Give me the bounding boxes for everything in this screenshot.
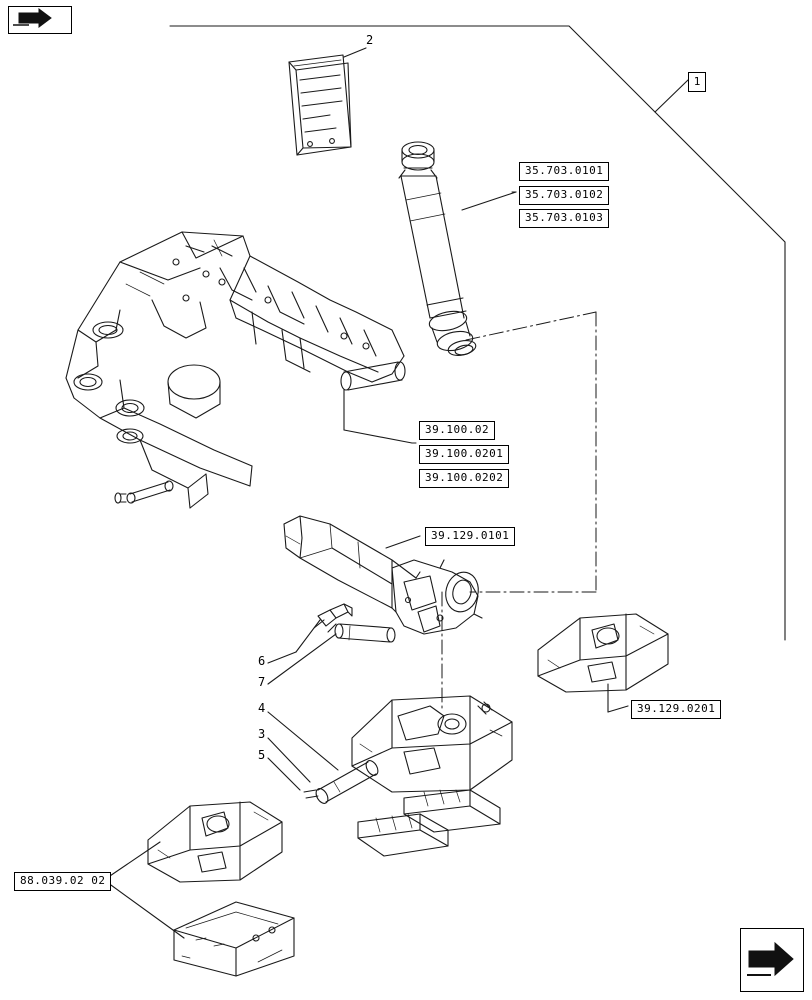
shim-plate-a [404, 790, 500, 832]
leader-cylinder [462, 192, 516, 210]
callout-number-6: 6 [258, 654, 266, 668]
index-leader [655, 80, 688, 112]
ref-box-88-039-02-02[interactable] [14, 872, 111, 891]
shim-plate-b [358, 814, 448, 856]
axle-housing [392, 560, 482, 634]
sheet-border [170, 26, 785, 640]
leader-item2 [344, 48, 366, 57]
callout-number-3: 3 [258, 727, 266, 741]
mounting-bracket-left [148, 802, 282, 882]
ref-label: 39.129.0101 [431, 529, 510, 542]
leader-39100 [344, 430, 412, 443]
ref-label: 88.039.02 02 [20, 874, 106, 887]
pivot-pin-lower [304, 759, 380, 806]
ref-label: 35.703.0103 [525, 211, 604, 224]
ref-label: 39.100.0202 [425, 471, 504, 484]
callout-number-7: 7 [258, 675, 266, 689]
ref-box-35-703-0102[interactable] [519, 186, 609, 205]
ref-box-35-703-0101[interactable] [519, 162, 609, 181]
ref-label: 39.129.0201 [637, 702, 716, 715]
mounting-bracket-right [538, 614, 668, 692]
instruction-plate [289, 55, 351, 155]
ref-label: 39.100.0201 [425, 447, 504, 460]
hydraulic-cylinder [399, 142, 477, 358]
leader-4 [268, 712, 338, 770]
bolt-set-upper [314, 604, 352, 632]
axle-sleeve [341, 362, 405, 390]
control-unit-module [174, 902, 294, 976]
ref-label: 35.703.0101 [525, 164, 604, 177]
callout-number-4: 4 [258, 701, 266, 715]
arrow-box-icon [740, 928, 804, 992]
center-axis-lines [442, 312, 596, 710]
sheet-index-box [688, 72, 706, 92]
callout-number-5: 5 [258, 748, 266, 762]
leader-3 [268, 738, 310, 782]
leader-88039-lower [104, 880, 184, 938]
leader-39129-0201 [608, 706, 628, 712]
frame-pin-left [115, 481, 173, 503]
callout-number-2: 2 [366, 33, 374, 47]
axle-support-arm [284, 516, 416, 608]
ref-label: 39.100.02 [425, 423, 490, 436]
pivot-pin-upper [335, 624, 395, 642]
ref-box-39-129-0101[interactable] [425, 527, 515, 546]
ref-box-39-100-0201[interactable] [419, 445, 509, 464]
ref-box-39-129-0201[interactable] [631, 700, 721, 719]
mounting-bracket-center [352, 696, 512, 792]
leader-39129-0101 [386, 536, 420, 548]
leader-6 [296, 620, 320, 652]
ref-box-39-100-0202[interactable] [419, 469, 509, 488]
arrow-flag-icon [8, 6, 72, 34]
leader-88039-upper [104, 842, 160, 880]
leader-5 [268, 758, 300, 790]
ref-label: 35.703.0102 [525, 188, 604, 201]
ref-box-39-100-02[interactable] [419, 421, 495, 440]
sheet-index-label: 1 [693, 75, 701, 88]
ref-box-35-703-0103[interactable] [519, 209, 609, 228]
